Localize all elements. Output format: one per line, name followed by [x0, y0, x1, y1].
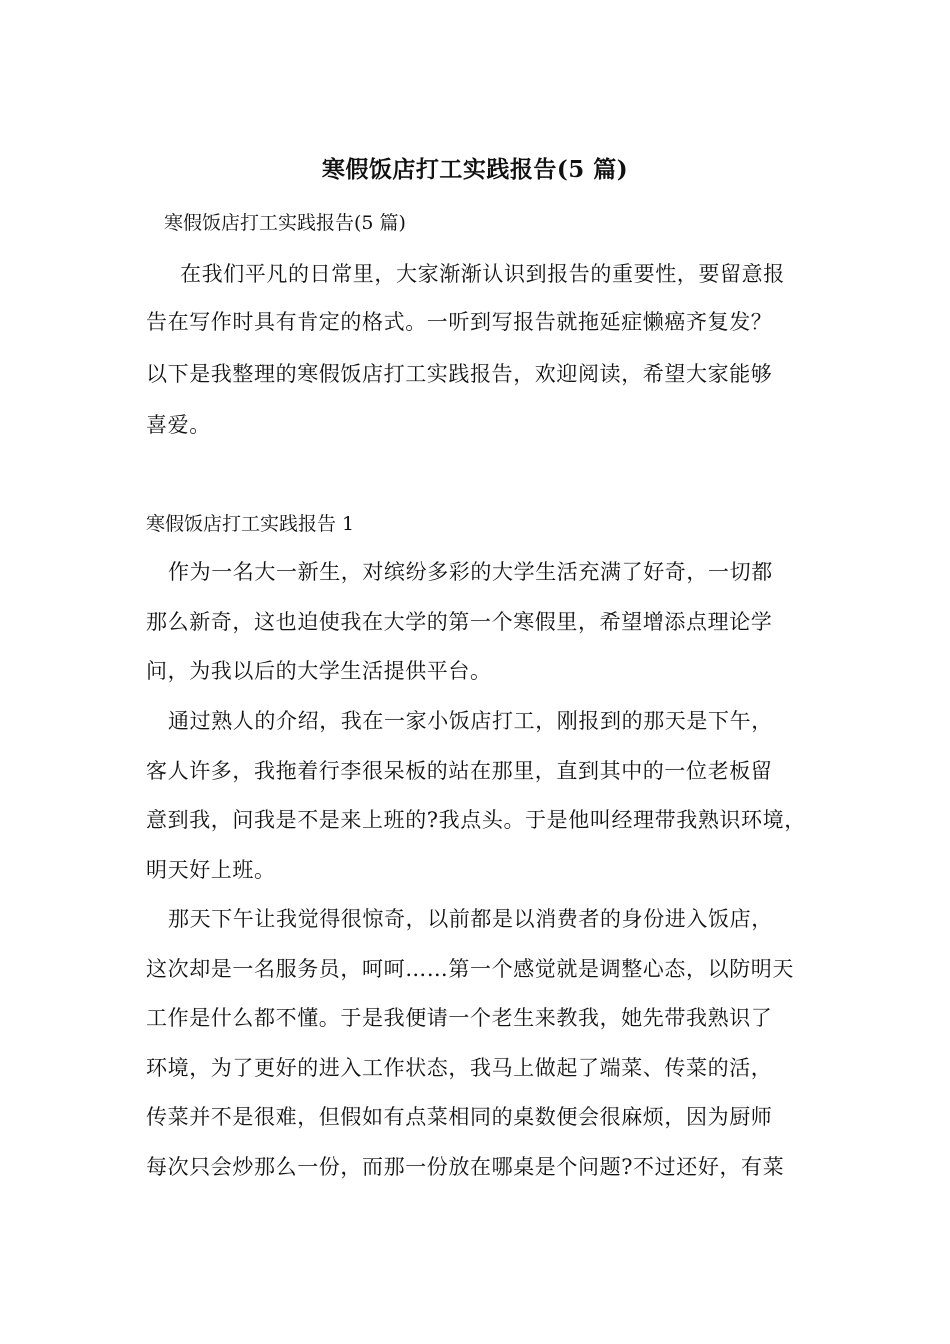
- para3-line: 环境，为了更好的进入工作状态，我马上做起了端菜、传菜的活，: [146, 1056, 773, 1080]
- para3-line: 那天下午让我觉得很惊奇，以前都是以消费者的身份进入饭店，: [168, 907, 773, 931]
- intro-line: 告在写作时具有肯定的格式。一听到写报告就拖延症懒癌齐复发？: [146, 310, 773, 334]
- para3-line: 每次只会炒那么一份，而那一份放在哪桌是个问题?不过还好，有菜: [146, 1155, 785, 1179]
- intro-line: 喜爱。: [146, 413, 211, 437]
- para2-line: 意到我，问我是不是来上班的?我点头。于是他叫经理带我熟识环境，: [146, 808, 806, 832]
- para2-line: 通过熟人的介绍，我在一家小饭店打工，刚报到的那天是下午，: [168, 709, 773, 733]
- para1-line: 那么新奇，这也迫使我在大学的第一个寒假里，希望增添点理论学: [146, 610, 773, 634]
- document-subtitle: 寒假饭店打工实践报告(5 篇): [164, 212, 406, 234]
- intro-line: 以下是我整理的寒假饭店打工实践报告，欢迎阅读，希望大家能够: [146, 362, 773, 386]
- document-title: 寒假饭店打工实践报告(5 篇): [321, 156, 629, 183]
- para2-line: 客人许多，我拖着行李很呆板的站在那里，直到其中的一位老板留: [146, 759, 773, 783]
- section-heading: 寒假饭店打工实践报告 1: [146, 513, 355, 535]
- para2-line: 明天好上班。: [146, 858, 276, 882]
- para3-line: 工作是什么都不懂。于是我便请一个老生来教我，她先带我熟识了: [146, 1006, 773, 1030]
- para3-line: 传菜并不是很难，但假如有点菜相同的桌数便会很麻烦，因为厨师: [146, 1105, 773, 1129]
- intro-line: 在我们平凡的日常里，大家渐渐认识到报告的重要性，要留意报: [180, 262, 785, 286]
- para3-line: 这次却是一名服务员，呵呵……第一个感觉就是调整心态，以防明天: [146, 957, 794, 981]
- para1-line: 问，为我以后的大学生活提供平台。: [146, 659, 492, 683]
- para1-line: 作为一名大一新生，对缤纷多彩的大学生活充满了好奇，一切都: [168, 560, 773, 584]
